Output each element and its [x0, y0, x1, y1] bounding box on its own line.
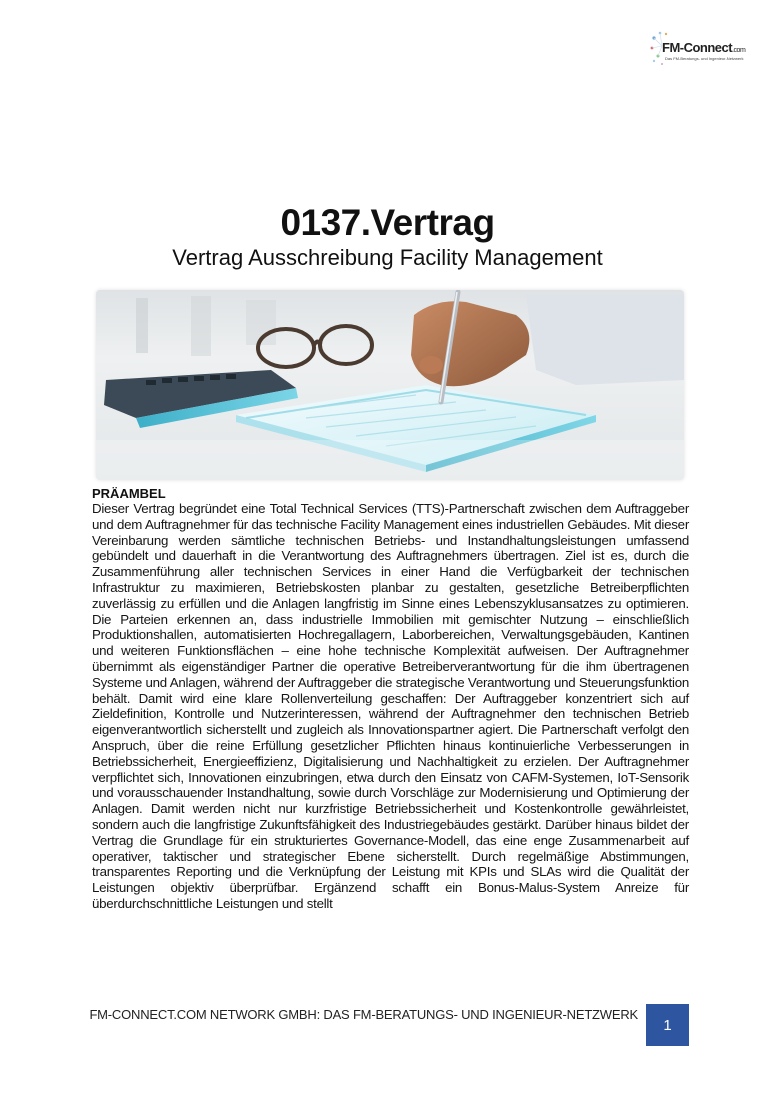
logo-brand: FM-Connect.com — [662, 40, 746, 55]
hero-image — [96, 290, 684, 480]
document-title: 0137.Vertrag — [280, 202, 495, 243]
logo-tagline: Das FM-Beratungs- und Ingenieur-Netzwerk — [665, 56, 744, 61]
contract-signing-illustration — [96, 290, 684, 480]
section-body-praeambel: Dieser Vertrag begründet eine Total Technical Services (TTS)-Partnerschaft zwischen dem Auftraggeber und dem Auftragnehmer für das technische Facility Management eines industriellen Gebäudes. Mit dieser Vereinbarung werden sämtliche technischen Betriebs- und Instandhaltungsleistungen umfassend gebündelt und dauerhaft in die Verantwortung des Auftragnehmers übertragen. Ziel ist es, durch die Zusammenführung aller technischen Services in einer Hand die Verfügbarkeit der technischen Infrastruktur zu maximieren, Betriebskosten planbar zu gestalten, gesetzliche Betreiberpflichten zuverlässig zu erfüllen und die Anlagen langfristig im Sinne eines Lebenszyklusansatzes zu optimieren. Die Parteien erkennen an, dass industrielle Immobilien mit gemischter Nutzung – einschließlich Produktionshallen, automatisierten Hochregallagern, Laborbereichen, Verwaltungsgebäuden, Kantinen und weiteren Funktionsflächen – eine hohe technische Komplexität aufweisen. Der Auftragnehmer übernimmt als eigenständiger Partner die operative Betreiberverantwortung für die ihm übertragenen Systeme und Anlagen, während der Auftraggeber die strategische Verantwortung und Steuerungsfunktion behält. Damit wird eine klare Rollenverteilung geschaffen: Der Auftraggeber konzentriert sich auf Zieldefinition, Kontrolle und Nutzerinteressen, während der Auftragnehmer den technischen Betrieb eigenverantwortlich sicherstellt und zugleich als Innovationspartner agiert. Die Partnerschaft verfolgt den Anspruch, über die reine Erfüllung gesetzlicher Pflichten hinaus kontinuierliche Verbesserungen in Betriebssicherheit, Energieeffizienz, Digitalisierung und Nachhaltigkeit zu erzielen. Der Auftragnehmer verpflichtet sich, Innovationen einzubringen, etwa durch den Einsatz von CAFM-Systemen, IoT-Sensorik und vorausschauender Instandhaltung, sowie durch Vorschläge zur Modernisierung und Optimierung der Anlagen. Damit werden nicht nur kurzfristige Betriebssicherheit und Kostenkontrolle gewährleistet, sondern auch die langfristige Zukunftsfähigkeit des Industriegebäudes gestärkt. Darüber hinaus bildet der Vertrag die Grundlage für ein strukturiertes Governance-Modell, das eine enge Zusammenarbeit auf operativer, taktischer und strategischer Ebene sicherstellt. Durch regelmäßige Abstimmungen, transparentes Reporting und die Verknüpfung der Leistung mit KPIs und SLAs wird die Qualität der Leistungen objektiv überprüfbar. Ergänzend schafft ein Bonus-Malus-System Anreize für überdurchschnittliche Leistungen und stellt — [92, 501, 689, 911]
section-heading-praeambel: PRÄAMBEL — [92, 486, 166, 501]
document-subtitle: Vertrag Ausschreibung Facility Management — [172, 245, 603, 270]
company-logo — [648, 28, 746, 68]
page-number-badge: 1 — [646, 1004, 689, 1046]
footer-company-text: FM-CONNECT.COM NETWORK GMBH: DAS FM-BERATUNGS- UND INGENIEUR-NETZWERK — [89, 1007, 638, 1022]
